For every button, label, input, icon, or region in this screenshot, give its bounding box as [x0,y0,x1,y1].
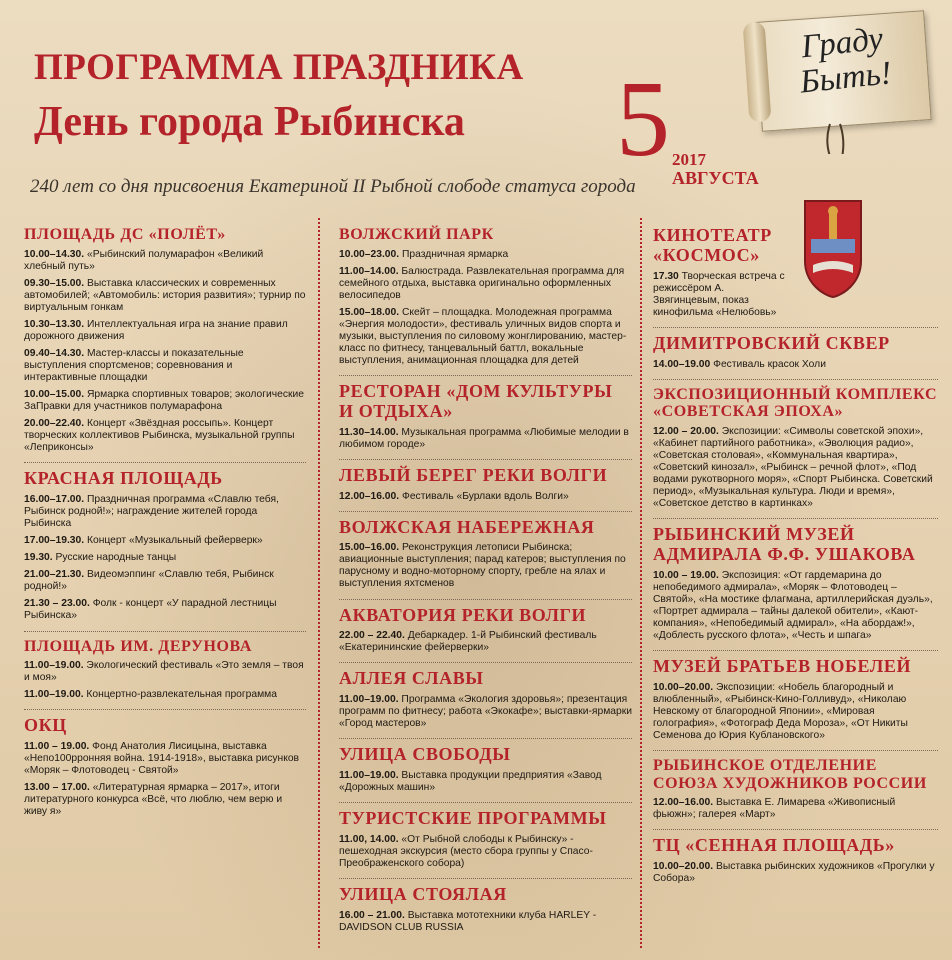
venue-section [339,809,632,870]
program-column-2 [339,220,632,934]
schedule-item: 15.00–18.00. Скейт – площадка. Молодежная программа «Энергия молодости», фестиваль уличных видов спорта и музыки, выступления по силовому жонглированию, мастер-класс по фитнесу, танцевальный баттл, вокальные выступления, анимационная площадка для детей [339,306,627,366]
venue-title: МУЗЕЙ БРАТЬЕВ НОБЕЛЕЙ [653,656,912,677]
venue-title: АЛЛЕЯ СЛАВЫ [339,668,484,689]
schedule-item: 11.00–19.00. Выставка продукции предприятия «Завод «Дорожных машин» [339,770,602,794]
venue-section [339,518,632,591]
schedule-item: 10.00 – 19.00. Экспозиция: «От гардемарина до непобедимого адмирала», «Моряк – Флотоводец – Святой», «На мостике флагмана, артиллерийская дуэль», «Портрет адмирала – тайны далекой обители», «Кают-компания», «Непобедимый адмирал», «На абордаж!», «Доблесть русского флота», «Честь и шпага» [653,569,933,641]
venue-title: ВОЛЖСКИЙ ПАРК [339,226,494,243]
venue-title: РЫБИНСКОЕ ОТДЕЛЕНИЕ СОЮЗА ХУДОЖНИКОВ РОССИИ [653,757,927,792]
schedule-item: 10.00–14.30. «Рыбинский полумарафон «Великий хлебный путь» [24,248,264,272]
schedule-item: 11.00–19.00. Программа «Экология здоровья»; презентация программ по фитнесу; работа «Экокафе»; выставки-ярмарки «Город мастеров» [339,694,633,730]
venue-title: ВОЛЖСКАЯ НАБЕРЕЖНАЯ [339,516,595,537]
schedule-item: 11.00–19.00. Концертно-развлекательная программа [24,689,277,701]
schedule-item: 11.00–19.00. Экологический фестиваль «Это земля – твоя и моя» [24,660,304,684]
event-month: АВГУСТА [672,168,759,188]
city-day-title: День города Рыбинска [34,99,465,145]
venue-title: ОКЦ [24,715,67,736]
section-divider [653,829,938,830]
section-divider [24,709,306,710]
venue-title: УЛИЦА СВОБОДЫ [339,744,511,765]
venue-section [653,657,938,742]
column-divider [640,218,642,948]
schedule-item: 19.30. Русские народные танцы [24,552,177,564]
schedule-item: 10.00–20.00. Экспозиции: «Нобель благородный и влюбленный», «Рыбинск-Кино-Голливуд», «Николаю Невскому от благородной Японии», «Мировая голография», «Фотограф Деда Мороза», «От Никиты Семенова до Юрия Кублановского» [653,681,908,741]
section-divider [653,650,938,651]
program-column-1 [24,220,306,818]
schedule-item: 17.30 Творческая встреча с режиссёром А. Звягинцевым, показ кинофильма «Нелюбовь» [653,270,785,318]
venue-section [24,716,306,818]
venue-title: ЭКСПОЗИЦИОННЫЙ КОМПЛЕКС «СОВЕТСКАЯ ЭПОХА» [653,385,938,421]
venue-title: УЛИЦА СТОЯЛАЯ [339,884,507,905]
schedule-item: 12.00 – 20.00. Экспозиции: «Символы советской эпохи», «Кабинет партийного работника», «Эволюция радио», «Советская столовая», «Коммунальная квартира», «Советский кинозал», «Рыбинск – речной флот», «Под водами рукотворного моря», «Спорт Рыбинска. Советский период», «Музыкальная культура. Люди и время», «Советское детство в картинках» [653,425,933,510]
section-divider [653,379,938,380]
schedule-item: 09.30–15.00. Выставка классических и современных автомобилей; «Автомобиль: история развития»; турнир по виртуальным гонкам [24,277,306,313]
scroll-ribbon [740,4,950,154]
schedule-item: 09.40–14.30. Мастер-классы и показательные выступления спортсменов; соревнования и интерактивные площадки [24,347,244,384]
section-divider [24,631,306,632]
venue-title: ТУРИСТСКИЕ ПРОГРАММЫ [339,808,607,829]
section-divider [339,459,632,460]
schedule-item: 15.00–16.00. Реконструкция летописи Рыбинска; авиационные выступления; парад катеров; выступления по парусному и водно-моторному спорту, гребле на ялах и выступления яхтсменов [339,542,626,590]
schedule-item: 21.00–21.30. Видеомэппинг «Славлю тебя, Рыбинск родной!» [24,569,274,593]
venue-title: КИНОТЕАТР «КОСМОС» [653,225,772,265]
venue-title: ТЦ «СЕННАЯ ПЛОЩАДЬ» [653,835,895,856]
venue-title: ЛЕВЫЙ БЕРЕГ РЕКИ ВОЛГИ [339,464,608,485]
venue-section [339,606,632,655]
motto-text: Граду Быть! [798,20,894,101]
schedule-item: 21.30 – 23.00. Фолк - концерт «У парадной лестницы Рыбинска» [24,598,277,622]
section-divider [339,878,632,879]
venue-section [339,885,632,934]
section-divider [339,662,632,663]
schedule-item: 10.00–15.00. Ярмарка спортивных товаров; экологические ЗаПравки для участников полумарафона [24,389,304,413]
section-divider [339,511,632,512]
section-divider [653,518,938,519]
venue-section [653,836,938,885]
section-divider [339,738,632,739]
venue-section [653,525,938,642]
event-day: 5 [616,60,670,179]
schedule-item: 12.00–16.00. Выставка Е. Лимарева «Живописный фьюжн»; галерея «Март» [653,797,896,821]
venue-section [339,669,632,730]
schedule-item: 17.00–19.30. Концерт «Музыкальный фейерверк» [24,535,263,547]
schedule-item: 11.30–14.00. Музыкальная программа «Любимые мелодии в любимом городе» [339,426,629,450]
schedule-item: 20.00–22.40. Концерт «Звёздная россыпь». Концерт творческих коллективов Рыбинска, музыкальной группы «Леприконсы» [24,418,295,454]
venue-title: РЫБИНСКИЙ МУЗЕЙ АДМИРАЛА Ф.Ф. УШАКОВА [653,524,916,564]
venue-section [339,382,632,451]
section-divider [339,599,632,600]
venue-title: ПЛОЩАДЬ ИМ. ДЕРУНОВА [24,637,252,655]
schedule-item: 10.30–13.30. Интеллектуальная игра на знание правил дорожного движения [24,318,288,342]
schedule-item: 12.00–16.00. Фестиваль «Бурлаки вдоль Волги» [339,490,569,502]
event-year: 2017 [672,150,706,169]
venue-section [339,466,632,503]
venue-section [653,334,938,371]
schedule-item: 16.00–17.00. Праздничная программа «Славлю тебя, Рыбинск родной!»; награждение жителей города Рыбинска [24,494,279,530]
program-title: ПРОГРАММА ПРАЗДНИКА [34,47,524,88]
section-divider [24,462,306,463]
column-divider [318,218,320,948]
venue-section [339,226,632,367]
schedule-item: 22.00 – 22.40. Дебаркадер. 1-й Рыбинский фестиваль «Екатерининские фейерверки» [339,630,597,654]
venue-title: КРАСНАЯ ПЛОЩАДЬ [24,468,223,489]
venue-section [653,386,938,511]
program-column-3 [653,220,938,885]
schedule-item: 11.00 – 19.00. Фонд Анатолия Лисицына, выставка «Непо100рронняя война. 1914-1918», выставка рисунков «Моряк – Флотоводец - Святой» [24,741,300,777]
schedule-item: 11.00, 14.00. «От Рыбной слободы к Рыбинску» - пешеходная экскурсия (место сбора группы у Спасо-Преображенского собора) [339,834,593,870]
schedule-item: 10.00–23.00. Праздничная ярмарка [339,248,509,260]
subtitle: 240 лет со дня присвоения Екатериной II Рыбной слободе статуса города [30,176,636,197]
schedule-item: 14.00–19.00 Фестиваль красок Холи [653,358,826,370]
section-divider [653,750,938,751]
venue-section [653,226,938,319]
section-divider [339,802,632,803]
schedule-item: 16.00 – 21.00. Выставка мототехники клуба HARLEY - DAVIDSON CLUB RUSSIA [339,909,597,934]
motto-scroll [740,4,950,154]
venue-section [24,226,306,454]
venue-title: АКВАТОРИЯ РЕКИ ВОЛГИ [339,604,587,625]
schedule-item: 11.00–14.00. Балюстрада. Развлекательная программа для семейного отдыха, выставка оригинально оформленных велосипедов [339,265,625,301]
section-divider [653,327,938,328]
venue-title: ДИМИТРОВСКИЙ СКВЕР [653,332,890,353]
schedule-item: 10.00–20.00. Выставка рыбинских художников «Прогулки у Собора» [653,861,935,885]
venue-section [653,757,938,821]
section-divider [339,375,632,376]
venue-section [24,638,306,702]
schedule-item: 13.00 – 17.00. «Литературная ярмарка – 2017», итоги литературного конкурса «Всё, что люблю, чем верю и живу я» [24,782,283,818]
venue-section [339,745,632,794]
venue-section [24,469,306,622]
venue-title: РЕСТОРАН «ДОМ КУЛЬТУРЫ И ОТДЫХА» [339,381,613,421]
venue-title: ПЛОЩАДЬ ДС «ПОЛЁТ» [24,226,226,243]
